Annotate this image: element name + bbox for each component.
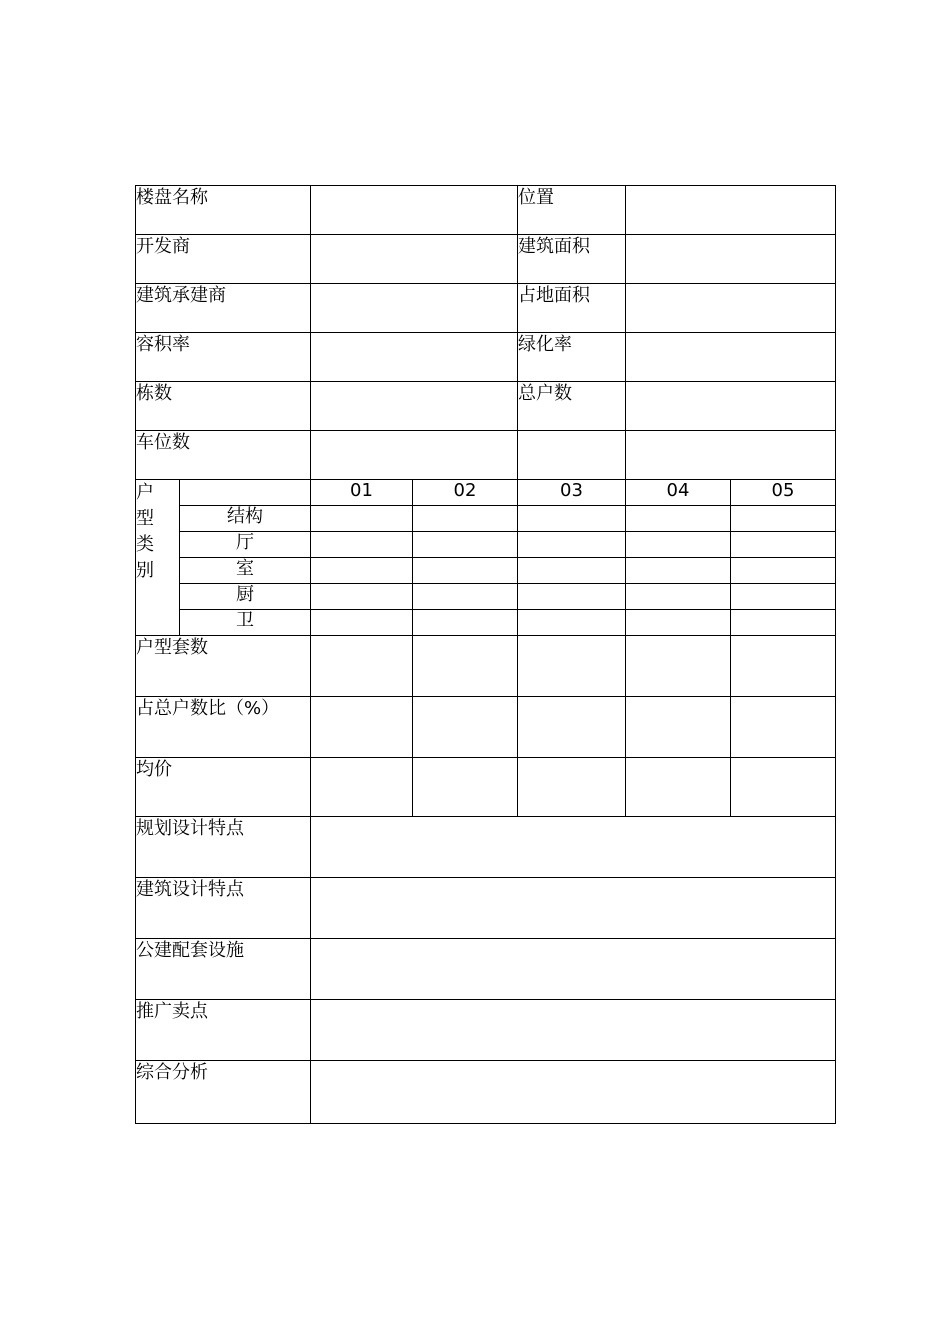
unit-type-header-row <box>136 480 836 506</box>
unit-cell[interactable] <box>731 584 836 610</box>
unit-type-corner-cell <box>180 480 311 506</box>
building-area-value-cell[interactable] <box>626 235 836 284</box>
building-area-label: 建筑面积 <box>518 235 626 284</box>
unit-cell[interactable] <box>731 532 836 558</box>
stat-cell[interactable] <box>311 758 413 817</box>
unit-col-header: 03 <box>518 480 626 506</box>
unit-cell[interactable] <box>311 558 413 584</box>
row-name-location <box>136 186 836 235</box>
plot-ratio-value-cell[interactable] <box>311 333 518 382</box>
plot-ratio-label: 容积率 <box>136 333 311 382</box>
planning-value-cell[interactable] <box>311 817 836 878</box>
unit-cell[interactable] <box>731 506 836 532</box>
unit-cell[interactable] <box>413 532 518 558</box>
green-ratio-value-cell[interactable] <box>626 333 836 382</box>
unit-row-label: 厅 <box>180 532 311 558</box>
unit-row-structure <box>136 506 836 532</box>
row-ratio <box>136 697 836 758</box>
unit-cell[interactable] <box>518 532 626 558</box>
land-area-label: 占地面积 <box>518 284 626 333</box>
unit-row-kitchen <box>136 584 836 610</box>
analysis-label: 综合分析 <box>136 1061 311 1124</box>
price-label: 均价 <box>136 758 311 817</box>
facilities-value-cell[interactable] <box>311 939 836 1000</box>
ratio-label: 占总户数比（%） <box>136 697 311 758</box>
parking-label: 车位数 <box>136 431 311 480</box>
parking-extra-cell[interactable] <box>518 431 626 480</box>
row-planning <box>136 817 836 878</box>
unit-cell[interactable] <box>311 610 413 636</box>
unit-col-header: 02 <box>413 480 518 506</box>
contractor-value-cell[interactable] <box>311 284 518 333</box>
unit-row-label: 厨 <box>180 584 311 610</box>
stat-cell[interactable] <box>626 697 731 758</box>
row-unit-sets <box>136 636 836 697</box>
facilities-label: 公建配套设施 <box>136 939 311 1000</box>
stat-cell[interactable] <box>731 697 836 758</box>
unit-sets-label: 户型套数 <box>136 636 311 697</box>
stat-cell[interactable] <box>311 636 413 697</box>
unit-cell[interactable] <box>413 558 518 584</box>
property-survey-table <box>135 185 836 1124</box>
buildings-value-cell[interactable] <box>311 382 518 431</box>
row-analysis <box>136 1061 836 1124</box>
parking-extra-cell-2[interactable] <box>626 431 836 480</box>
location-value-cell[interactable] <box>626 186 836 235</box>
property-survey-form <box>135 185 836 1124</box>
green-ratio-label: 绿化率 <box>518 333 626 382</box>
row-buildings-households <box>136 382 836 431</box>
architecture-label: 建筑设计特点 <box>136 878 311 939</box>
unit-cell[interactable] <box>626 610 731 636</box>
analysis-value-cell[interactable] <box>311 1061 836 1124</box>
row-architecture <box>136 878 836 939</box>
unit-row-room <box>136 558 836 584</box>
row-selling-points <box>136 1000 836 1061</box>
name-label: 楼盘名称 <box>136 186 311 235</box>
unit-cell[interactable] <box>518 558 626 584</box>
parking-value-cell[interactable] <box>311 431 518 480</box>
unit-cell[interactable] <box>311 506 413 532</box>
stat-cell[interactable] <box>518 636 626 697</box>
households-label: 总户数 <box>518 382 626 431</box>
stat-cell[interactable] <box>413 636 518 697</box>
unit-cell[interactable] <box>626 584 731 610</box>
stat-cell[interactable] <box>518 758 626 817</box>
row-parking <box>136 431 836 480</box>
unit-type-char: 别 <box>136 560 154 581</box>
unit-cell[interactable] <box>413 506 518 532</box>
unit-cell[interactable] <box>626 558 731 584</box>
unit-col-header: 05 <box>731 480 836 506</box>
land-area-value-cell[interactable] <box>626 284 836 333</box>
unit-row-bath <box>136 610 836 636</box>
unit-type-char: 类 <box>136 534 154 555</box>
stat-cell[interactable] <box>413 697 518 758</box>
contractor-label: 建筑承建商 <box>136 284 311 333</box>
unit-cell[interactable] <box>518 610 626 636</box>
architecture-value-cell[interactable] <box>311 878 836 939</box>
unit-cell[interactable] <box>413 584 518 610</box>
unit-cell[interactable] <box>311 584 413 610</box>
unit-row-label: 结构 <box>180 506 311 532</box>
households-value-cell[interactable] <box>626 382 836 431</box>
stat-cell[interactable] <box>626 636 731 697</box>
stat-cell[interactable] <box>311 697 413 758</box>
row-facilities <box>136 939 836 1000</box>
unit-cell[interactable] <box>626 506 731 532</box>
unit-row-label: 室 <box>180 558 311 584</box>
developer-value-cell[interactable] <box>311 235 518 284</box>
unit-cell[interactable] <box>311 532 413 558</box>
selling-points-label: 推广卖点 <box>136 1000 311 1061</box>
unit-row-label: 卫 <box>180 610 311 636</box>
unit-cell[interactable] <box>626 532 731 558</box>
unit-cell[interactable] <box>731 610 836 636</box>
planning-label: 规划设计特点 <box>136 817 311 878</box>
unit-cell[interactable] <box>413 610 518 636</box>
row-contractor-land <box>136 284 836 333</box>
name-value-cell[interactable] <box>311 186 518 235</box>
row-plot-green <box>136 333 836 382</box>
unit-type-group-label <box>136 480 180 636</box>
buildings-label: 栋数 <box>136 382 311 431</box>
developer-label: 开发商 <box>136 235 311 284</box>
stat-cell[interactable] <box>413 758 518 817</box>
stat-cell[interactable] <box>731 758 836 817</box>
row-developer-area <box>136 235 836 284</box>
unit-cell[interactable] <box>518 584 626 610</box>
stat-cell[interactable] <box>518 697 626 758</box>
unit-type-char: 户 <box>136 482 154 503</box>
unit-col-header: 01 <box>311 480 413 506</box>
unit-row-living <box>136 532 836 558</box>
location-label: 位置 <box>518 186 626 235</box>
stat-cell[interactable] <box>626 758 731 817</box>
unit-cell[interactable] <box>518 506 626 532</box>
unit-col-header: 04 <box>626 480 731 506</box>
unit-type-char: 型 <box>136 508 154 529</box>
selling-points-value-cell[interactable] <box>311 1000 836 1061</box>
unit-cell[interactable] <box>731 558 836 584</box>
row-price <box>136 758 836 817</box>
stat-cell[interactable] <box>731 636 836 697</box>
